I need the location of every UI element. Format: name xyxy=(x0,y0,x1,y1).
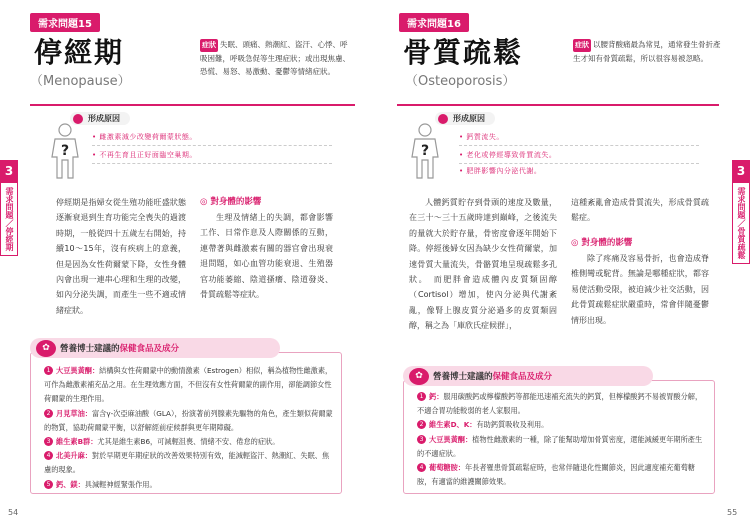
recommendation-heading: ✿ 營養博士建議的保健食品及成分 xyxy=(30,338,280,358)
person-icon xyxy=(405,122,445,180)
page-subtitle: （Menopause） xyxy=(30,74,131,89)
list-item: 2 月見草油：富含γ-次亞麻油酸（GLA），扮演著前列腺素先驅物的角色，產生類似荷爾蒙的物質，協助荷爾蒙平衡，以舒解經前症候群與更年期障礙。 xyxy=(44,408,333,432)
person-icon xyxy=(45,122,85,180)
impact-text: 生理及情緒上的失調，都會影響工作、日常作息及人際關係的互動，連帶著與雌激素有關的器官會出現衰退問題，如心血管功能衰退、生殖器官功能萎縮、陰道搔癢、陰道發炎、骨質疏鬆等症狀。 xyxy=(200,213,333,300)
svg-text:?: ? xyxy=(420,143,430,159)
symptoms xyxy=(200,38,350,78)
divider xyxy=(459,163,699,164)
problem-tag: 需求問題15 xyxy=(30,13,100,32)
header-divider xyxy=(30,104,355,106)
list-item: 5 鈣、鎂：具減輕神經緊張作用。 xyxy=(44,478,334,492)
cause-dot-icon xyxy=(73,114,83,124)
recommendation-list xyxy=(44,364,334,492)
cause-item: • 不再生育且正好面臨空巢期。 xyxy=(92,151,197,159)
cause-item: • 老化或停經導致骨質流失。 xyxy=(459,151,557,159)
header-divider xyxy=(397,104,719,106)
cause-dot-icon xyxy=(438,114,448,124)
cause-item: • 鈣質流失。 xyxy=(459,133,504,141)
recommendation-heading: ✿ 營養博士建議的保健食品及成分 xyxy=(403,366,653,386)
divider xyxy=(459,145,699,146)
recommendation-list xyxy=(417,390,707,489)
page-title: 停經期 xyxy=(34,36,125,69)
symptom-text: 失眠、頭痛、熱潮紅、盜汗、心悸、呼吸困難，呼吸急促等生理症狀；或出現焦慮、恐慌、易怒、易激動、憂鬱等情緒症狀。 xyxy=(200,40,350,76)
list-item: 4 北美升麻：對於早期更年期症狀的改善效果特別有效，能減輕盜汗、熱潮紅、失眠、焦慮的現象。 xyxy=(44,451,330,475)
symptoms xyxy=(573,38,721,65)
list-item: 3 維生素B群：尤其是維生素B6，可減輕沮喪、情緒不安、倦怠的症狀。 xyxy=(44,435,334,449)
impact-heading: ◎ 對身體的影響 xyxy=(571,238,633,248)
cause-item: • 肥胖影響內分泌代謝。 xyxy=(459,167,542,175)
svg-text:?: ? xyxy=(60,143,70,159)
page-subtitle: （Osteoporosis） xyxy=(405,74,516,89)
impact-text: 除了疼痛及容易骨折，也會造成脊椎側彎或駝背。無論是哪種症狀，都容易使活動受限，被迫減少社交活動，因此骨質疏鬆症狀嚴重時，常會伴隨憂鬱情形出現。 xyxy=(571,254,709,325)
problem-tag: 需求問題16 xyxy=(399,13,469,32)
cause-heading: 形成原因 xyxy=(70,112,130,125)
list-item: 2 維生素D、K：有助鈣質吸收及利用。 xyxy=(417,418,707,432)
page-number: 54 xyxy=(8,508,19,517)
divider xyxy=(92,163,332,164)
symptom-badge: 症狀 xyxy=(200,39,218,52)
body-text-continued: 這種紊亂會造成骨質流失，形成骨質疏鬆症。 xyxy=(571,198,709,223)
chapter-tab[interactable]: 3 需求問題／停經期 xyxy=(0,160,18,256)
pill-icon: ✿ xyxy=(409,368,429,385)
right-page xyxy=(375,0,750,531)
list-item: 1 鈣：服用碳酸鈣或檸檬酸鈣等都能迅速補充流失的鈣質，但檸檬酸鈣不易被胃酸分解，不適合胃功能較弱的老人家服用。 xyxy=(417,392,703,416)
chapter-tab[interactable]: 3 需求問題／骨質疏鬆 xyxy=(732,160,750,264)
body-text: 停經期是指婦女從生殖功能旺盛狀態逐漸衰退到生育功能完全喪失的過渡時期，一般從四十五歲左右開始，持續10～15年，沒有疾病上的意義，但是因為女性荷爾蒙下降，女性身體內會出現一連串心理和生理的改變，如內分泌失調，而產生一些不適或情緒症狀。 xyxy=(56,198,186,315)
cause-heading: 形成原因 xyxy=(435,112,495,125)
symptom-badge: 症狀 xyxy=(573,39,591,52)
divider xyxy=(92,145,332,146)
cause-item: • 雌激素減少改變荷爾蒙狀態。 xyxy=(92,133,197,141)
list-item: 1 大豆異黃酮：結構與女性荷爾蒙中的動情激素（Estrogen）相似，稱為植物性雌激素，可作為雌激素補充品之用。在生理效應方面，不但沒有女性荷爾蒙的副作用，卻能調節女性荷爾蒙的生理作用。 xyxy=(44,366,333,404)
page-title: 骨質疏鬆 xyxy=(403,36,524,69)
impact-heading: ◎ 對身體的影響 xyxy=(200,197,262,207)
page-number: 55 xyxy=(727,508,738,517)
symptom-text: 以腰背酸痛最為常見，通常發生骨折產生才知有骨質疏鬆，所以很容易被忽略。 xyxy=(573,40,721,63)
list-item: 3 大豆異黃酮：植物性雌激素的一種，除了能幫助增加骨質密度，還能減緩更年期所產生的不適症狀。 xyxy=(417,434,703,458)
pill-icon: ✿ xyxy=(36,340,56,357)
list-item: 4 葡萄糖胺：年長者罹患骨質疏鬆症時，也常伴隨退化性關節炎，因此適度補充葡萄糖胺，有適當的維護關節效果。 xyxy=(417,463,695,487)
body-text: 人體鈣質貯存到骨頭的速度及數量，在三十～三十五歲時達到巔峰，之後流失的量就大於貯存量，骨密度會逐年開始下降。停經後婦女因為缺少女性荷爾蒙，加速骨質大量流失，骨骼質地呈現疏鬆多孔狀。 而肥胖會造成體內皮質類固醇（Cortisol）增加，使內分泌與代謝紊亂，像腎上腺皮質分泌過多的皮質類固醇，稱之為「庫欣氏症候群」， xyxy=(409,198,557,331)
